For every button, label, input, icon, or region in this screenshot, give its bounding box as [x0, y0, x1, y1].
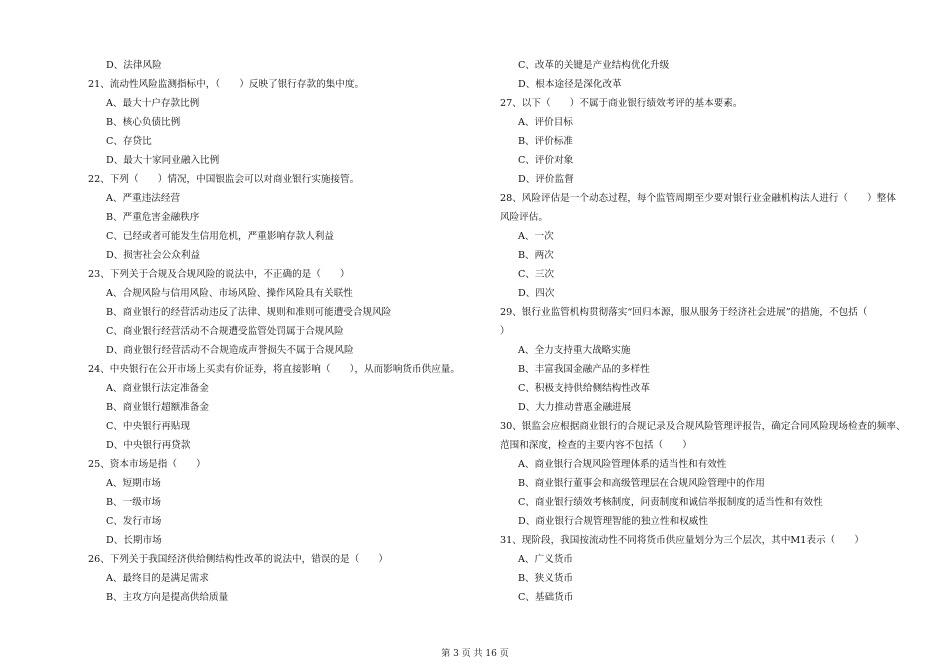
right-option-line: B、商业银行董事会和高级管理层在合规风险管理中的作用 [518, 478, 765, 489]
right-option-line: D、评价监督 [518, 174, 574, 185]
right-question-line: 30、银监会应根据商业银行的合规记录及合规风险管理评报告，确定合同风险现场检查的频率、 [500, 421, 906, 432]
left-option-line: A、短期市场 [106, 478, 161, 489]
left-question-line: 22、下列（ ）情况，中国银监会可以对商业银行实施接管。 [88, 174, 360, 185]
right-option-line: C、积极支持供给侧结构性改革 [518, 383, 651, 394]
right-option-line: A、一次 [518, 231, 554, 242]
left-column [88, 56, 488, 607]
right-option-line: D、根本途径是深化改革 [518, 79, 622, 90]
left-question-line: 23、下列关于合规及合规风险的说法中，不正确的是（ ） [88, 269, 350, 280]
left-option-line: C、存贷比 [106, 136, 152, 147]
right-option-line: B、两次 [518, 250, 554, 261]
right-option-line: C、基础货币 [518, 592, 574, 603]
left-question-line: 26、下列关于我国经济供给侧结构性改革的说法中，错误的是（ ） [88, 554, 389, 565]
right-option-line: C、三次 [518, 269, 555, 280]
left-question-line: 25、资本市场是指（ ） [88, 459, 206, 470]
left-option-line: D、长期市场 [106, 535, 162, 546]
left-option-line: B、严重危害金融秩序 [106, 212, 200, 223]
left-option-line: C、发行市场 [106, 516, 162, 527]
right-question-line: 31、现阶段，我国按流动性不同将货币供应量划分为三个层次，其中M1表示（ ） [500, 535, 864, 546]
right-question-continuation: ） [500, 326, 510, 337]
left-option-line: D、损害社会公众利益 [106, 250, 201, 261]
left-option-line: A、合规风险与信用风险、市场风险、操作风险具有关联性 [106, 288, 353, 299]
left-option-line: B、核心负债比例 [106, 117, 181, 128]
left-option-line: D、商业银行经营活动不合规造成声誉损失不属于合规风险 [106, 345, 354, 356]
left-option-line: C、中央银行再贴现 [106, 421, 191, 432]
left-option-line: B、一级市场 [106, 497, 162, 508]
right-option-line: B、狭义货币 [518, 573, 574, 584]
right-option-line: C、商业银行绩效考核制度，问责制度和诚信举报制度的适当性和有效性 [518, 497, 823, 508]
right-option-line: B、丰富我国金融产品的多样性 [518, 364, 650, 375]
right-question-line: 29、银行业监管机构贯彻落实“回归本源，服从服务于经济社会进展”的措施，不包括（ [500, 307, 868, 318]
left-option-line: A、最终目的是满足需求 [106, 573, 209, 584]
right-column [500, 56, 920, 607]
right-question-continuation: 范围和深度，检查的主要内容不包括（ ） [500, 440, 692, 451]
right-option-line: A、评价目标 [518, 117, 573, 128]
right-option-line: A、全力支持重大战略实施 [518, 345, 631, 356]
left-option-line: D、中央银行再贷款 [106, 440, 191, 451]
right-option-line: C、评价对象 [518, 155, 574, 166]
right-option-line: D、大力推动普惠金融进展 [518, 402, 632, 413]
left-question-line: 24、中央银行在公开市场上买卖有价证券，将直接影响（ ），从而影响货币供应量。 [88, 364, 460, 375]
left-option-line: B、主攻方向是提高供给质量 [106, 592, 229, 603]
right-option-line: D、四次 [518, 288, 555, 299]
left-option-line: D、最大十家同业融入比例 [106, 155, 220, 166]
left-option-line: B、商业银行超额准备金 [106, 402, 209, 413]
left-question-line: 21、流动性风险监测指标中，（ ）反映了银行存款的集中度。 [88, 79, 365, 90]
right-option-line: D、商业银行合规管理智能的独立性和权威性 [518, 516, 708, 527]
left-option-line: C、商业银行经营活动不合规遭受监管处罚属于合规风险 [106, 326, 344, 337]
page-footer: 第 3 页 共 16 页 [441, 649, 509, 659]
right-question-line: 28、风险评估是一个动态过程，每个监管周期至少要对银行业金融机构法人进行（ ）整体 [500, 193, 896, 204]
right-question-continuation: 风险评估。 [500, 212, 548, 223]
right-option-line: B、评价标准 [518, 136, 574, 147]
left-option-line: A、商业银行法定准备金 [106, 383, 209, 394]
right-option-line: C、改革的关键是产业结构优化升级 [518, 60, 670, 71]
left-option-line: D、法律风险 [106, 60, 162, 71]
left-option-line: A、最大十户存款比例 [106, 98, 200, 109]
left-option-line: B、商业银行的经营活动违反了法律、规则和准则可能遭受合规风险 [106, 307, 392, 318]
right-option-line: A、商业银行合规风险管理体系的适当性和有效性 [518, 459, 727, 470]
left-option-line: A、严重违法经营 [106, 193, 181, 204]
right-question-line: 27、以下（ ）不属于商业银行绩效考评的基本要素。 [500, 98, 743, 109]
left-option-line: C、已经或者可能发生信用危机，严重影响存款人利益 [106, 231, 334, 242]
right-option-line: A、广义货币 [518, 554, 573, 565]
